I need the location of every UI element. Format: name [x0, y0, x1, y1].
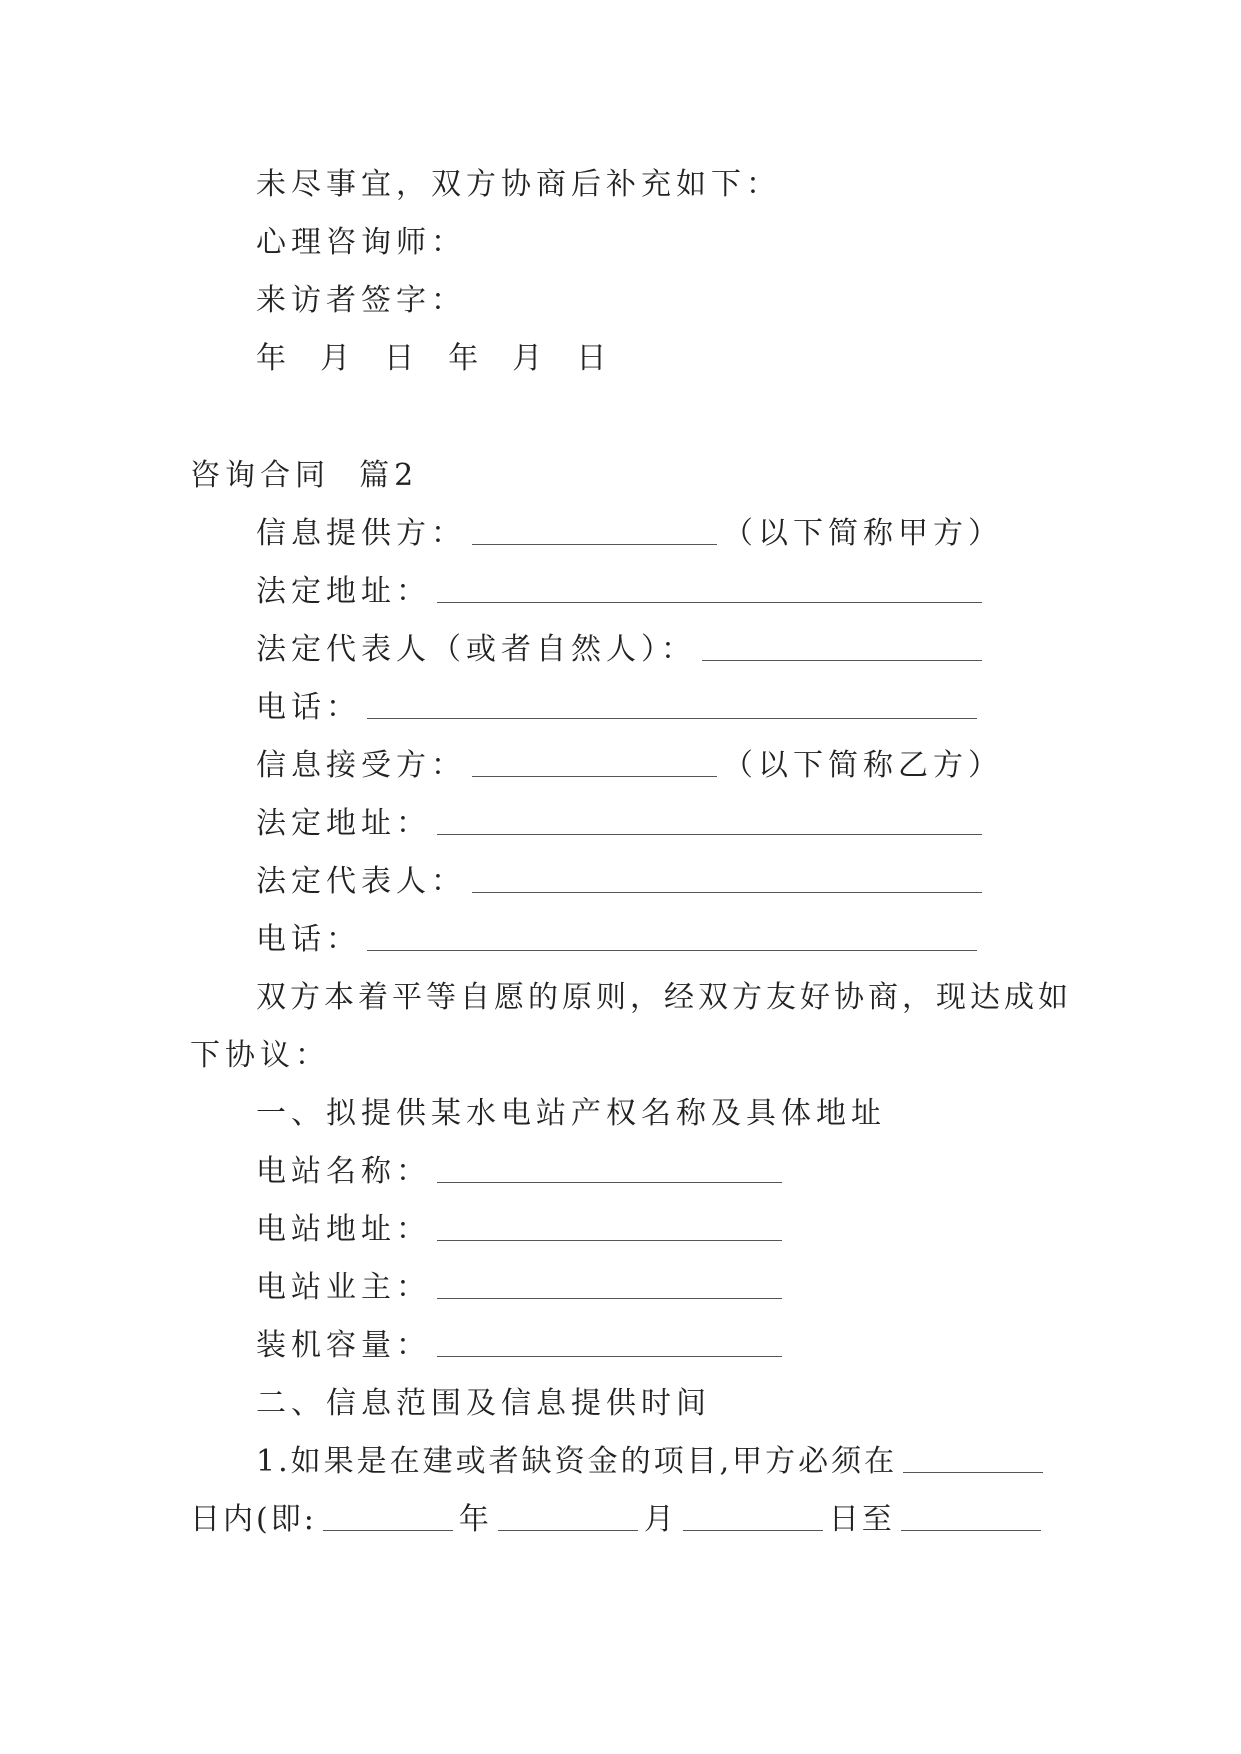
agreement-paragraph: 双方本着平等自愿的原则，经双方友好协商，现达成如: [256, 980, 1072, 1015]
capacity-label: 装机容量：: [256, 1328, 431, 1363]
party-a-address-label: 法定地址：: [256, 574, 431, 609]
year-blank: [323, 1504, 453, 1531]
date-line: 年 月 日 年 月 日: [256, 341, 612, 376]
capacity-row: [256, 1326, 788, 1366]
party-b-phone-row: [256, 920, 983, 960]
party-a-row: [256, 514, 1003, 554]
month-label: 月: [643, 1502, 677, 1537]
party-a-phone-row: [256, 688, 983, 728]
clause-2-title: 二、信息范围及信息提供时间: [256, 1386, 711, 1421]
party-b-phone-label: 电话：: [256, 922, 361, 957]
station-owner-label: 电站业主：: [256, 1270, 431, 1305]
capacity-blank: [437, 1330, 782, 1357]
party-b-address-row: [256, 804, 988, 844]
station-owner-blank: [437, 1272, 782, 1299]
party-a-label: 信息提供方：: [256, 516, 466, 551]
item-1-date-row: [190, 1500, 1041, 1540]
party-a-phone-label: 电话：: [256, 690, 361, 725]
item-1-date-prefix: 日内(即:: [190, 1502, 317, 1537]
party-b-rep-label: 法定代表人：: [256, 864, 466, 899]
party-a-address-row: [256, 572, 988, 612]
day-blank: [683, 1504, 823, 1531]
item-1-text: 1.如果是在建或者缺资金的项目,甲方必须在: [256, 1444, 898, 1479]
party-b-row: [256, 746, 1003, 786]
party-b-label: 信息接受方：: [256, 748, 466, 783]
station-name-blank: [437, 1156, 782, 1183]
station-address-blank: [437, 1214, 782, 1241]
counselor-signature-label: 心理咨询师：: [256, 225, 466, 260]
station-name-row: [256, 1152, 788, 1192]
party-a-rep-row: [256, 630, 988, 670]
party-b-blank: [472, 750, 717, 777]
party-b-suffix: （以下简称乙方）: [723, 748, 1003, 783]
party-b-address-label: 法定地址：: [256, 806, 431, 841]
party-a-suffix: （以下简称甲方）: [723, 516, 1003, 551]
station-owner-row: [256, 1268, 788, 1308]
year-label: 年: [458, 1502, 492, 1537]
party-b-address-blank: [437, 808, 982, 835]
item-1-row: [256, 1442, 1043, 1482]
party-a-phone-blank: [367, 692, 977, 719]
party-a-blank: [472, 518, 717, 545]
party-a-rep-blank: [702, 634, 982, 661]
party-a-address-blank: [437, 576, 982, 603]
clause-1-title: 一、拟提供某水电站产权名称及具体地址: [256, 1096, 886, 1131]
party-b-rep-row: [256, 862, 988, 902]
item-1-days-blank: [903, 1446, 1043, 1473]
station-address-label: 电站地址：: [256, 1212, 431, 1247]
month-blank: [498, 1504, 638, 1531]
section-title: 咨询合同 篇2: [190, 458, 419, 493]
day-label: 日至: [828, 1502, 895, 1537]
visitor-signature-label: 来访者签字：: [256, 283, 466, 318]
agreement-paragraph-cont: 下协议：: [190, 1038, 330, 1073]
end-date-blank: [901, 1504, 1041, 1531]
station-address-row: [256, 1210, 788, 1250]
party-a-rep-label: 法定代表人（或者自然人）：: [256, 632, 696, 667]
party-b-phone-blank: [367, 924, 977, 951]
supplement-note: 未尽事宜，双方协商后补充如下：: [256, 167, 781, 202]
party-b-rep-blank: [472, 866, 982, 893]
station-name-label: 电站名称：: [256, 1154, 431, 1189]
